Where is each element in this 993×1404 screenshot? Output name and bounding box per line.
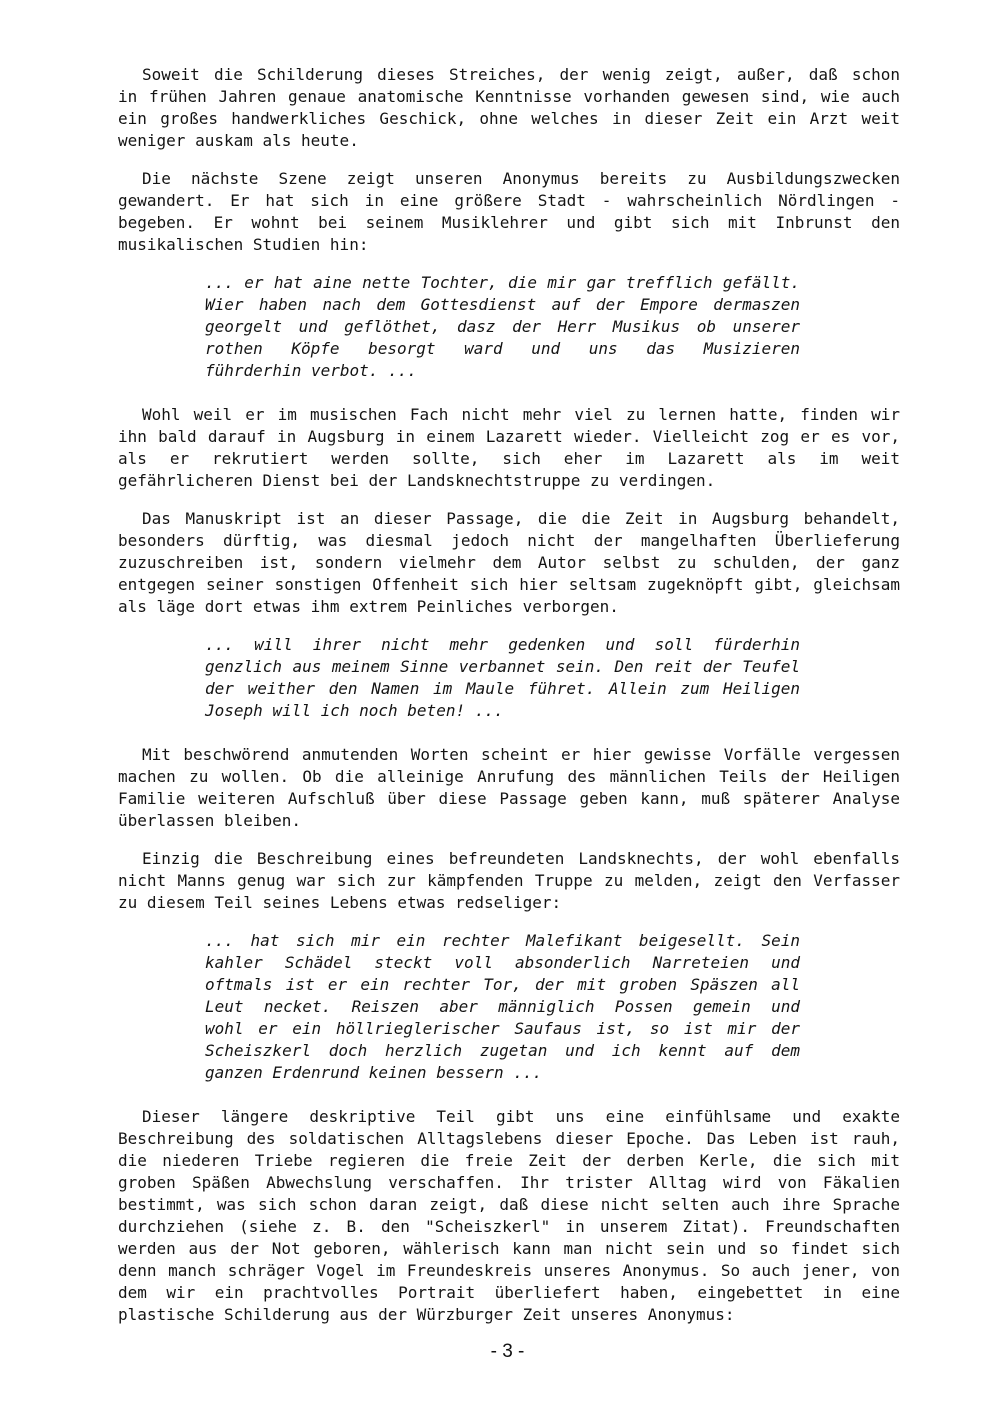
text-line: wohl er ein höllrieglerischer Saufaus ist, so ist mir der xyxy=(205,1019,800,1038)
text-line: ihn bald darauf in Augsburg in einem Lazarett wieder. Vielleicht zog er es vor, xyxy=(118,427,900,446)
text-line: in frühen Jahren genaue anatomische Kenntnisse vorhanden gewesen sind, wie auch xyxy=(118,87,900,106)
text-line: werden aus der Not geboren, wählerisch kann man nicht sein und so findet sich xyxy=(118,1239,900,1258)
block-quote xyxy=(205,930,800,1084)
text-line: begeben. Er wohnt bei seinem Musiklehrer und gibt sich mit Inbrunst den xyxy=(118,213,900,232)
paragraph xyxy=(118,64,900,152)
paragraph xyxy=(118,848,900,914)
text-line: gewandert. Er hat sich in eine größere Stadt - wahrscheinlich Nördlingen - xyxy=(118,191,900,210)
text-line: Dieser längere deskriptive Teil gibt uns eine einfühlsame und exakte xyxy=(142,1107,900,1126)
text-line: durchziehen (siehe z. B. den "Scheiszkerl" in unserem Zitat). Freundschaften xyxy=(118,1217,900,1236)
text-line: der weither den Namen im Maule führet. Allein zum Heiligen xyxy=(205,679,800,698)
text-line: führderhin verbot. ... xyxy=(205,361,417,380)
text-line: plastische Schilderung aus der Würzburger Zeit unseres Anonymus: xyxy=(118,1305,735,1324)
text-line: oftmals ist er ein rechter Tor, der mit groben Späszen all xyxy=(205,975,800,994)
text-line: ein großes handwerkliches Geschick, ohne welches in dieser Zeit ein Arzt weit xyxy=(118,109,900,128)
page-number: - 3 - xyxy=(490,1341,525,1362)
block-quote xyxy=(205,272,800,382)
text-line: rothen Köpfe besorgt ward und uns das Musizieren xyxy=(205,339,800,358)
text-line: zu diesem Teil seines Lebens etwas redseliger: xyxy=(118,893,562,912)
text-line: musikalischen Studien hin: xyxy=(118,235,369,254)
document-body xyxy=(118,64,900,1342)
text-line: als läge dort etwas ihm extrem Peinliches verborgen. xyxy=(118,597,619,616)
text-line: Leut necket. Reiszen aber männiglich Possen gemein und xyxy=(205,997,800,1016)
paragraph xyxy=(118,744,900,832)
text-line: besonders dürftig, was diesmal jedoch nicht der mangelhaften Überlieferung xyxy=(118,531,900,550)
paragraph xyxy=(118,168,900,256)
text-line: Scheiszkerl doch herzlich zugetan und ich kennt auf dem xyxy=(205,1041,800,1060)
text-line: ... will ihrer nicht mehr gedenken und soll fürderhin xyxy=(205,635,800,654)
text-line: kahler Schädel steckt voll absonderlich Narreteien und xyxy=(205,953,800,972)
text-line: Die nächste Szene zeigt unseren Anonymus bereits zu Ausbildungszwecken xyxy=(142,169,900,188)
text-line: groben Späßen Abwechslung verschaffen. Ihr trister Alltag wird von Fäkalien xyxy=(118,1173,900,1192)
text-line: ... hat sich mir ein rechter Malefikant beigesellt. Sein xyxy=(205,931,800,950)
text-line: machen zu wollen. Ob die alleinige Anrufung des männlichen Teils der Heiligen xyxy=(118,767,900,786)
text-line: gefährlicheren Dienst bei der Landsknechtstruppe zu verdingen. xyxy=(118,471,716,490)
text-line: überlassen bleiben. xyxy=(118,811,302,830)
block-quote xyxy=(205,634,800,722)
paragraph xyxy=(118,508,900,618)
text-line: die niederen Triebe regieren die freie Zeit der derben Kerle, die sich mit xyxy=(118,1151,900,1170)
text-line: Joseph will ich noch beten! ... xyxy=(205,701,504,720)
text-line: als er rekrutiert werden sollte, sich eher im Lazarett als im weit xyxy=(118,449,900,468)
paragraph xyxy=(118,1106,900,1326)
text-line: entgegen seiner sonstigen Offenheit sich hier seltsam zugeknöpft gibt, gleichsam xyxy=(118,575,900,594)
text-line: ... er hat aine nette Tochter, die mir gar trefflich gefällt. xyxy=(205,273,800,292)
text-line: nicht Manns genug war sich zur kämpfenden Truppe zu melden, zeigt den Verfasser xyxy=(118,871,900,890)
text-line: Einzig die Beschreibung eines befreundeten Landsknechts, der wohl ebenfalls xyxy=(142,849,900,868)
text-line: Wohl weil er im musischen Fach nicht mehr viel zu lernen hatte, finden wir xyxy=(142,405,900,424)
text-line: dem wir ein prachtvolles Portrait überliefert haben, eingebettet in eine xyxy=(118,1283,900,1302)
text-line: weniger auskam als heute. xyxy=(118,131,359,150)
page-footer xyxy=(0,1341,993,1363)
text-line: zuzuschreiben ist, sondern vielmehr dem Autor selbst zu schulden, der ganz xyxy=(118,553,900,572)
text-line: Wier haben nach dem Gottesdienst auf der Empore dermaszen xyxy=(205,295,800,314)
text-line: denn manch schräger Vogel im Freundeskreis unseres Anonymus. So auch jener, von xyxy=(118,1261,900,1280)
text-line: genzlich aus meinem Sinne verbannet sein. Den reit der Teufel xyxy=(205,657,800,676)
text-line: bestimmt, was sich schon daran zeigt, daß diese nicht selten auch ihre Sprache xyxy=(118,1195,900,1214)
paragraph xyxy=(118,404,900,492)
text-line: Das Manuskript ist an dieser Passage, die die Zeit in Augsburg behandelt, xyxy=(142,509,900,528)
text-line: Mit beschwörend anmutenden Worten scheint er hier gewisse Vorfälle vergessen xyxy=(142,745,900,764)
text-line: ganzen Erdenrund keinen bessern ... xyxy=(205,1063,543,1082)
text-line: georgelt und geflöthet, dasz der Herr Musikus ob unserer xyxy=(205,317,800,336)
text-line: Familie weiteren Aufschluß über diese Passage geben kann, muß späterer Analyse xyxy=(118,789,900,808)
text-line: Soweit die Schilderung dieses Streiches, der wenig zeigt, außer, daß schon xyxy=(142,65,900,84)
text-line: Beschreibung des soldatischen Alltagslebens dieser Epoche. Das Leben ist rauh, xyxy=(118,1129,900,1148)
